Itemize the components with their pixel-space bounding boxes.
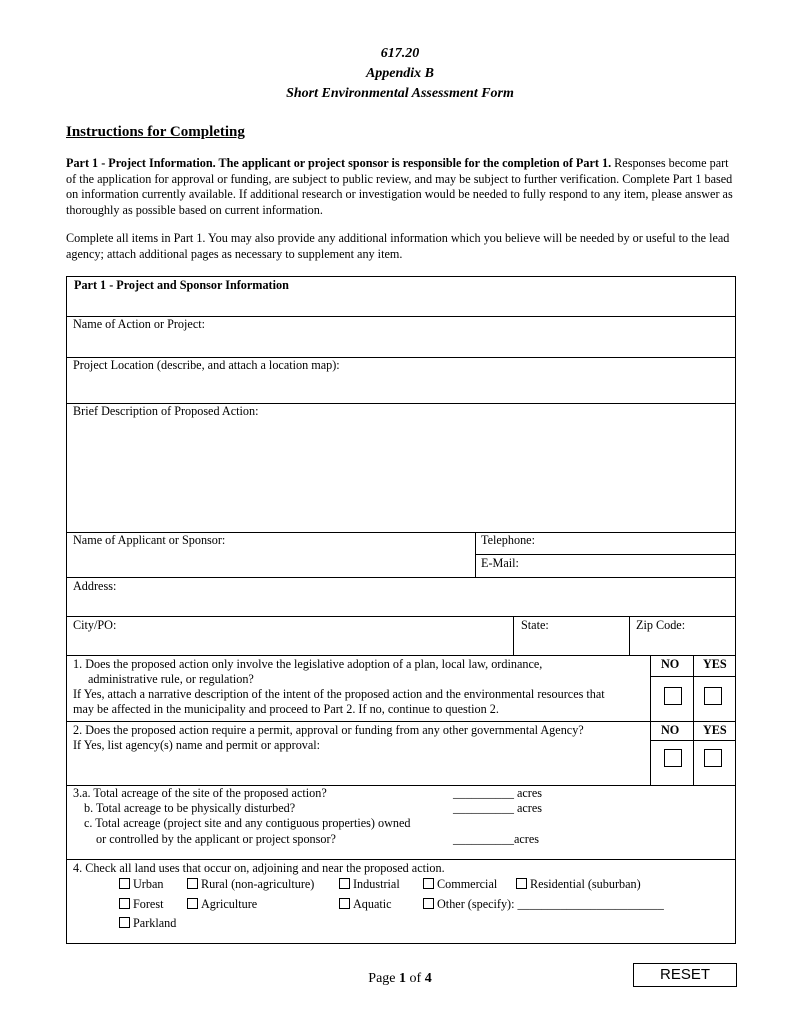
q3c-acres-field[interactable]: __________acres [453,832,539,846]
parkland-checkbox[interactable] [119,917,130,928]
land-use-rural[interactable] [187,877,314,893]
agriculture-label: Agriculture [201,897,258,911]
urban-checkbox[interactable] [119,878,130,889]
land-use-other[interactable] [423,897,664,913]
form-number: 617.20 [380,46,420,61]
forest-label: Forest [133,897,164,911]
land-use-residential[interactable] [516,877,641,893]
q2-no-label: NO [661,723,680,737]
forest-checkbox[interactable] [119,898,130,909]
email-label: E-Mail: [481,556,519,570]
current-page: 1 [399,971,407,986]
q2-yes-label: YES [703,723,727,737]
instructions-paragraph-1 [66,156,736,218]
q3c-line1: c. Total acreage (project site and any contiguous properties) owned [84,816,411,830]
q1-line4: may be affected in the municipality and proceed to Part 2. If no, continue to question 2. [73,702,499,716]
residential-label: Residential (suburban) [530,877,641,891]
description-label: Brief Description of Proposed Action: [73,404,259,418]
telephone-label: Telephone: [481,533,535,547]
commercial-checkbox[interactable] [423,878,434,889]
q3b-acres-field[interactable]: __________ acres [453,801,543,815]
page-mid: of [406,971,425,986]
q1-line1: 1. Does the proposed action only involve the legislative adoption of a plan, local law, ordinance, [73,657,543,671]
state-label: State: [521,618,549,632]
instructions-paragraph-2: Complete all items in Part 1. You may also provide any additional information which you believe will be needed by or useful to the lead agency; attach additional pages as necessary to supplement any item. [66,231,730,261]
q3a-label: 3.a. Total acreage of the site of the proposed action? [73,786,327,800]
industrial-checkbox[interactable] [339,878,350,889]
reset-button[interactable]: RESET [633,963,737,987]
q3b-label: b. Total acreage to be physically disturbed? [84,801,296,815]
residential-checkbox[interactable] [516,878,527,889]
q2-no-checkbox[interactable] [664,749,682,767]
other-label: Other (specify): ________________________ [437,897,664,911]
land-use-aquatic[interactable] [339,897,392,913]
q1-line3: If Yes, attach a narrative description of the intent of the proposed action and the environmental resources that [73,687,605,701]
q1-no-checkbox[interactable] [664,687,682,705]
city-label: City/PO: [73,618,117,632]
agriculture-checkbox[interactable] [187,898,198,909]
q2-yes-checkbox[interactable] [704,749,722,767]
q1-line2: administrative rule, or regulation? [88,672,254,686]
rural-checkbox[interactable] [187,878,198,889]
other-checkbox[interactable] [423,898,434,909]
name-of-action-label: Name of Action or Project: [73,317,205,331]
total-pages: 4 [424,971,432,986]
q1-yes-label: YES [703,657,727,671]
land-use-forest[interactable] [119,897,163,913]
industrial-label: Industrial [353,877,400,891]
aquatic-label: Aquatic [353,897,392,911]
instructions-p1-text: Responses become part of the application for approval or funding, are subject to public review, and may be subject to further verification. Complete Part 1 based on information currently available. If additional research or investigation would be needed to fully respond to any item, please answer as thoroughly as possible based on current information. [66,156,733,217]
land-use-urban[interactable] [119,877,163,893]
q3c-line2: or controlled by the applicant or project sponsor? [96,832,336,846]
parkland-label: Parkland [133,916,177,930]
q1-yes-checkbox[interactable] [704,687,722,705]
page-title: Short Environmental Assessment Form [286,86,514,101]
q3a-acres-field[interactable]: __________ acres [453,786,543,800]
q2-line1: 2. Does the proposed action require a permit, approval or funding from any other governmental Agency? [73,723,584,737]
page-prefix: Page [368,971,400,986]
land-use-parkland[interactable] [119,916,176,932]
part1-form [66,276,736,944]
appendix-label: Appendix B [365,66,435,81]
urban-label: Urban [133,877,164,891]
address-label: Address: [73,579,117,593]
q1-no-label: NO [661,657,680,671]
part1-title: Part 1 - Project and Sponsor Information [74,278,289,292]
land-use-industrial[interactable] [339,877,400,893]
instructions-title: Instructions for Completing [66,124,245,140]
aquatic-checkbox[interactable] [339,898,350,909]
zip-label: Zip Code: [636,618,686,632]
q2-line2: If Yes, list agency(s) name and permit or approval: [73,738,321,752]
instructions-p1-bold: Part 1 - Project Information. The applicant or project sponsor is responsible for the completion of Part 1. [66,156,612,170]
commercial-label: Commercial [437,877,498,891]
land-use-agriculture[interactable] [187,897,257,913]
q4-label: 4. Check all land uses that occur on, adjoining and near the proposed action. [73,861,445,875]
rural-label: Rural (non-agriculture) [201,877,315,891]
applicant-label: Name of Applicant or Sponsor: [73,533,226,547]
project-location-label: Project Location (describe, and attach a location map): [73,358,340,372]
land-use-commercial[interactable] [423,877,497,893]
